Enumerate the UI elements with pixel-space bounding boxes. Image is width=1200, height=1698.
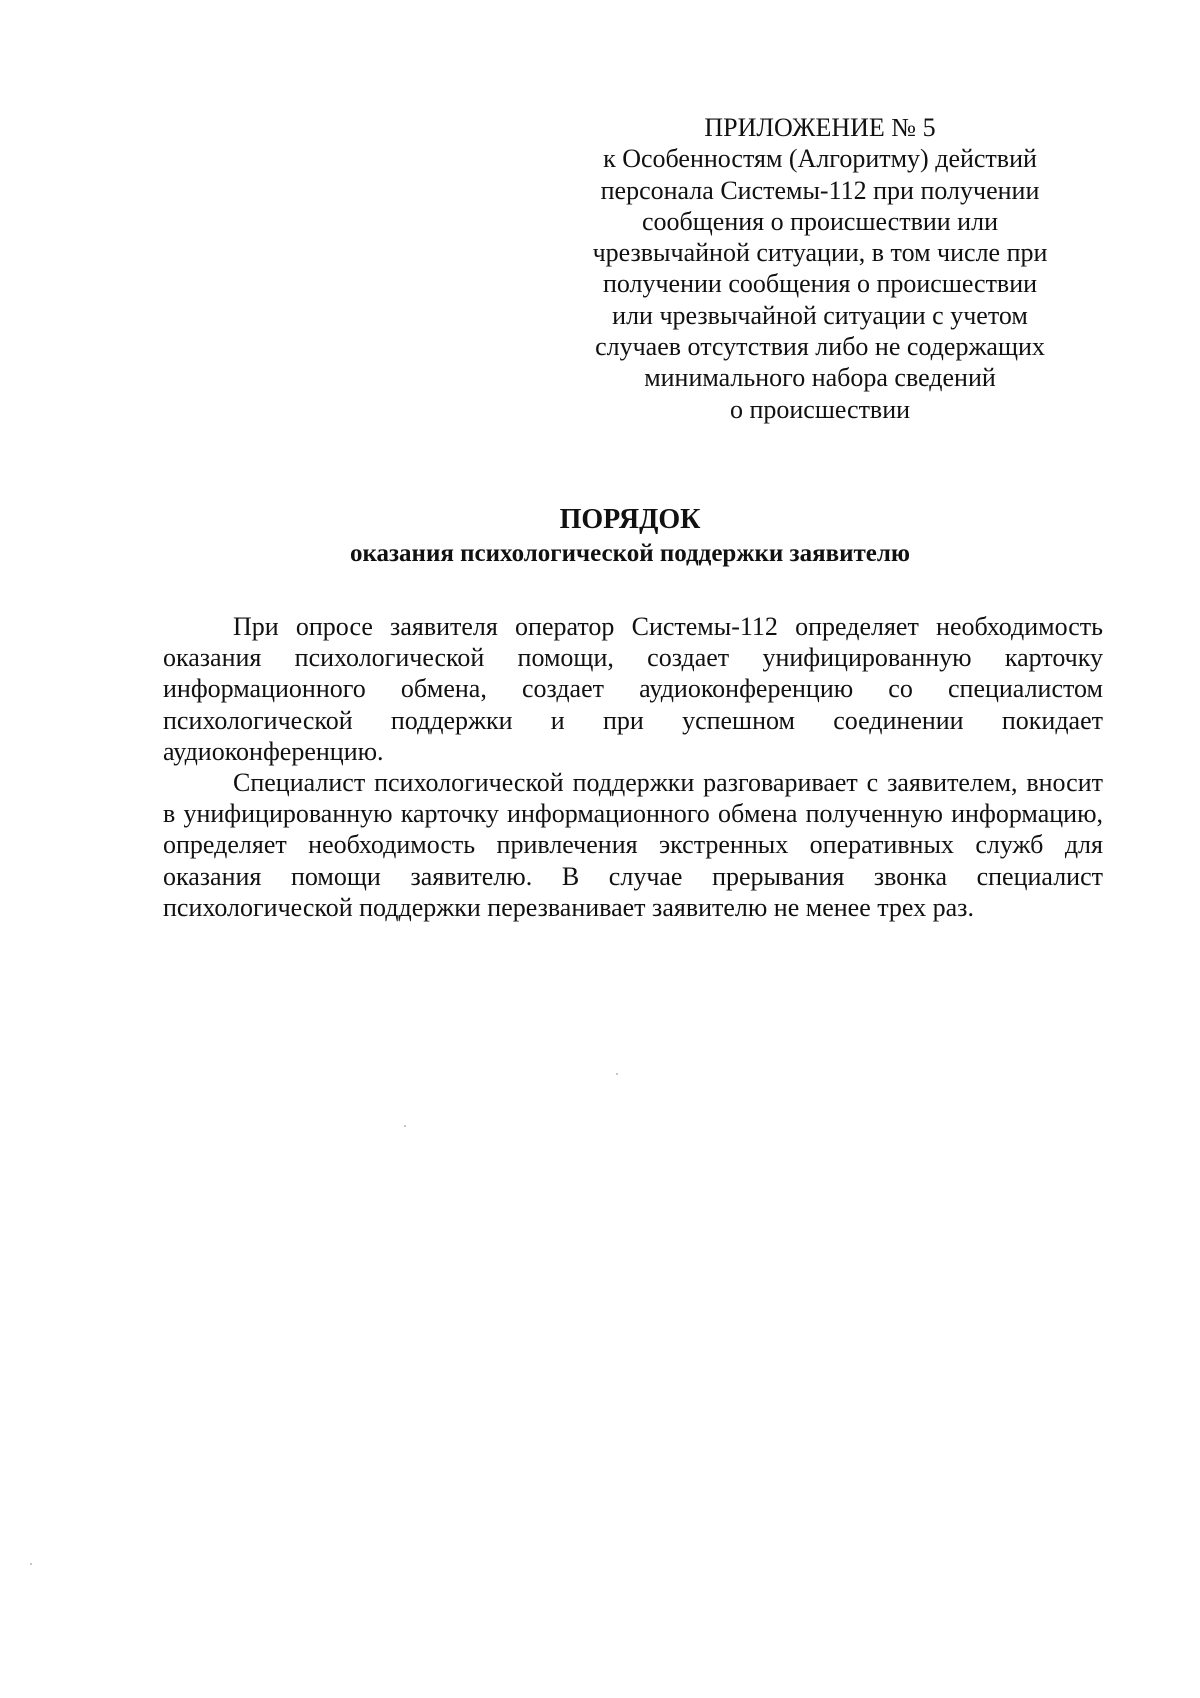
appendix-reference-line: чрезвычайной ситуации, в том числе при [592, 238, 1048, 268]
document-heading [160, 503, 1100, 571]
scan-speck [30, 1563, 32, 1565]
appendix-reference-line: о происшествии [729, 394, 911, 424]
body-paragraph-specialist: Специалист психологической поддержки разговаривает с заявителем, вносит в унифицированную карточку информационного обмена полученную информацию, определяет необходимость привлечения экстренных оперативных служб для оказания помощи заявителю. В случае прерывания звонка специалист психологической поддержки перезванивает заявителю не менее трех раз. [163, 768, 1103, 922]
appendix-reference-line: сообщения о происшествии или [641, 206, 998, 236]
body-paragraph-operator: При опросе заявителя оператор Системы-112 определяет необходимость оказания психологической помощи, создает унифицированную карточку информационного обмена, создает аудиоконференцию со специалистом психологической поддержки и при успешном соединении покидает аудиоконференцию. [163, 612, 1103, 766]
appendix-reference-line: персонала Системы-112 при получении [600, 175, 1040, 205]
document-title: ПОРЯДОК [559, 504, 701, 535]
appendix-reference-line: случаев отсутствия либо не содержащих [595, 332, 1045, 362]
scan-speck [616, 1073, 618, 1075]
appendix-reference-line: получении сообщения о происшествии [602, 269, 1038, 299]
document-subtitle: оказания психологической поддержки заявителю [349, 540, 911, 567]
appendix-reference-line: к Особенностям (Алгоритму) действий [603, 144, 1037, 174]
appendix-number: ПРИЛОЖЕНИЕ № 5 [704, 113, 936, 142]
appendix-header [560, 112, 1080, 425]
appendix-reference-line: минимального набора сведений [644, 363, 996, 393]
document-body [163, 611, 1103, 923]
appendix-reference-line: или чрезвычайной ситуации с учетом [612, 300, 1028, 330]
scan-speck [404, 1125, 406, 1127]
